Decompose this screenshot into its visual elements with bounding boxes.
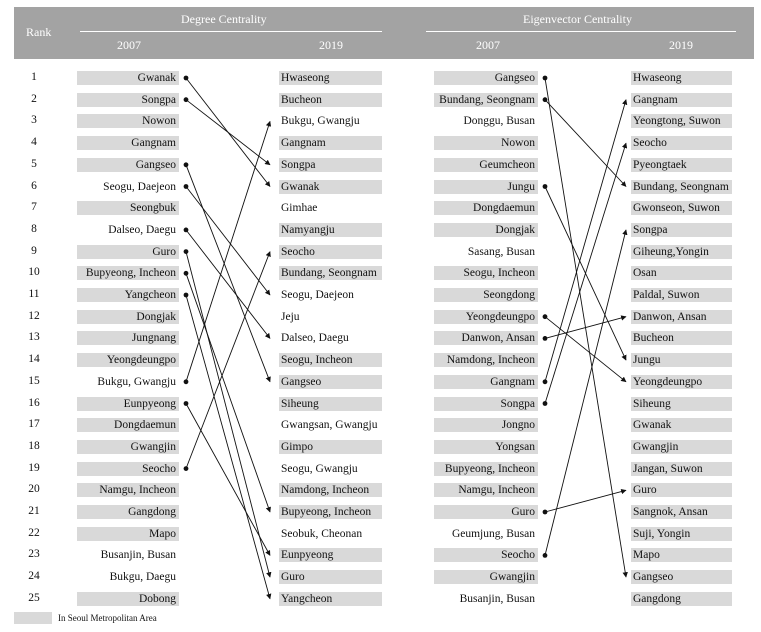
eigen-2007-cell: Gangseo: [434, 71, 538, 85]
eigen-2007-cell: Jongno: [434, 418, 538, 432]
rank-number: 9: [31, 244, 37, 257]
eigen-2019-cell: Siheung: [631, 397, 732, 411]
eigen-2007-cell: Jungu: [434, 180, 538, 194]
degree-2007-cell: Dongjak: [77, 310, 179, 324]
eigen-2019-cell: Danwon, Ansan: [631, 310, 732, 324]
degree-2007-cell: Dongdaemun: [77, 418, 179, 432]
degree-2007-cell: Yangcheon: [77, 288, 179, 302]
degree-2019-cell: Bucheon: [279, 93, 382, 107]
degree-2019-cell: Namdong, Incheon: [279, 483, 382, 497]
eigen-2007-cell: Gangnam: [434, 375, 538, 389]
degree-2007-cell: Guro: [77, 245, 179, 259]
eigen-2019-cell: Jangan, Suwon: [631, 462, 732, 476]
degree-2007-cell: Yeongdeungpo: [77, 353, 179, 367]
degree-rank-change-arrow: [186, 121, 270, 381]
eigen-rank-change-arrow: [545, 317, 626, 339]
eigen-2007-cell: Sasang, Busan: [467, 245, 535, 258]
degree-2019-cell: Bupyeong, Incheon: [279, 505, 382, 519]
rank-number: 12: [28, 309, 40, 322]
degree-2019-cell: Gangseo: [279, 375, 382, 389]
rank-number: 16: [28, 396, 40, 409]
degree-2019-cell: Hwaseong: [279, 71, 382, 85]
legend-swatch: [14, 612, 52, 624]
eigen-2007-cell: Namdong, Incheon: [434, 353, 538, 367]
degree-rank-change-arrow: [186, 252, 270, 577]
eigen-2007-cell: Guro: [434, 505, 538, 519]
eigen-2019-cell: Gangnam: [631, 93, 732, 107]
eigen-rank-change-arrow: [545, 143, 626, 403]
rank-number: 10: [28, 266, 40, 279]
eigen-2007-cell: Songpa: [434, 397, 538, 411]
rank-number: 2: [31, 92, 37, 105]
eigen-2019-cell: Songpa: [631, 223, 732, 237]
degree-2019-cell: Gwanak: [279, 180, 382, 194]
degree-2007-cell: Seogu, Daejeon: [103, 180, 176, 193]
eigen-2019-cell: Yeongdeungpo: [631, 375, 732, 389]
eigen-2019-cell: Suji, Yongin: [631, 527, 732, 541]
eigen-2007-cell: Yeongdeungpo: [434, 310, 538, 324]
degree-2007-cell: Namgu, Incheon: [77, 483, 179, 497]
degree-2019-cell: Gimhae: [281, 202, 318, 215]
rank-number: 11: [28, 288, 40, 300]
rank-header: Rank: [26, 25, 52, 39]
legend-label: In Seoul Metropolitan Area: [58, 613, 157, 623]
eigen-2019-cell: Mapo: [631, 548, 732, 562]
degree-2007-cell: Busanjin, Busan: [100, 549, 176, 562]
degree-year-2007: 2007: [117, 38, 141, 52]
eigen-rank-change-arrow: [545, 230, 626, 556]
degree-rank-change-arrow: [186, 404, 270, 556]
degree-2019-cell: Dalseo, Daegu: [281, 332, 349, 345]
eigen-2007-cell: Busanjin, Busan: [459, 592, 535, 605]
degree-rank-change-arrow: [186, 100, 270, 165]
degree-2007-cell: Gwanak: [77, 71, 179, 85]
degree-2007-cell: Dalseo, Daegu: [108, 223, 176, 236]
degree-rank-change-arrow: [186, 165, 270, 382]
eigen-2007-cell: Nowon: [434, 136, 538, 150]
rank-number: 3: [31, 114, 37, 127]
eigen-2019-cell: Gangdong: [631, 592, 732, 606]
eigen-2019-cell: Sangnok, Ansan: [631, 505, 732, 519]
rank-number: 5: [31, 157, 37, 170]
rank-number: 14: [28, 353, 40, 366]
degree-2019-cell: Gangnam: [279, 136, 382, 150]
degree-2007-cell: Gangnam: [77, 136, 179, 150]
degree-2019-cell: Songpa: [279, 158, 382, 172]
degree-2019-cell: Bukgu, Gwangju: [281, 115, 360, 128]
eigen-2019-cell: Hwaseong: [631, 71, 732, 85]
eigen-2007-cell: Bupyeong, Incheon: [434, 462, 538, 476]
degree-2007-cell: Seocho: [77, 462, 179, 476]
rank-number: 23: [28, 548, 40, 561]
degree-rank-change-arrow: [186, 187, 270, 296]
eigen-2007-cell: Seogu, Incheon: [434, 266, 538, 280]
eigen-2007-cell: Dongjak: [434, 223, 538, 237]
eigen-year-2019: 2019: [669, 38, 693, 52]
rank-number: 21: [28, 505, 40, 517]
eigen-2019-cell: Bundang, Seongnam: [631, 180, 732, 194]
eigen-2019-cell: Paldal, Suwon: [631, 288, 732, 302]
eigen-2019-cell: Gwonseon, Suwon: [631, 201, 732, 215]
eigen-2007-cell: Seocho: [434, 548, 538, 562]
eigen-2007-cell: Seongdong: [434, 288, 538, 302]
degree-2019-cell: Gwangsan, Gwangju: [281, 419, 378, 432]
degree-2019-cell: Seogu, Incheon: [279, 353, 382, 367]
degree-2019-cell: Seogu, Daejeon: [281, 289, 354, 301]
eigen-2019-cell: Gwangjin: [631, 440, 732, 454]
degree-2019-cell: Eunpyeong: [279, 548, 382, 562]
degree-2007-cell: Gangdong: [77, 505, 179, 519]
eigen-2019-cell: Gangseo: [631, 570, 732, 584]
rank-number: 8: [31, 222, 37, 235]
degree-2019-cell: Bundang, Seongnam: [279, 266, 382, 280]
degree-rank-change-arrow: [186, 273, 270, 512]
eigen-2007-cell: Donggu, Busan: [463, 115, 535, 128]
degree-2007-cell: Gangseo: [77, 158, 179, 172]
eigen-year-2007: 2007: [476, 38, 500, 52]
rank-number: 22: [28, 526, 40, 539]
eigen-2007-cell: Geumcheon: [434, 158, 538, 172]
degree-2019-cell: Guro: [279, 570, 382, 584]
degree-2007-cell: Gwangjin: [77, 440, 179, 454]
rank-number: 20: [28, 483, 40, 496]
degree-2007-cell: Dobong: [77, 592, 179, 606]
degree-2007-cell: Jungnang: [77, 331, 179, 345]
degree-2019-cell: Seobuk, Cheonan: [281, 527, 363, 540]
eigen-2019-cell: Guro: [631, 483, 732, 497]
degree-2007-cell: Bupyeong, Incheon: [77, 266, 179, 280]
eigen-2019-cell: Gwanak: [631, 418, 732, 432]
eigen-2007-cell: Namgu, Incheon: [434, 483, 538, 497]
rank-number: 25: [28, 591, 40, 604]
eigen-2007-cell: Danwon, Ansan: [434, 331, 538, 345]
rank-number: 4: [31, 136, 37, 149]
degree-2007-cell: Bukgu, Daegu: [109, 571, 176, 584]
degree-year-2019: 2019: [319, 38, 343, 52]
eigen-2007-cell: Yongsan: [434, 440, 538, 454]
degree-2007-cell: Songpa: [77, 93, 179, 107]
eigen-2019-cell: Bucheon: [631, 331, 732, 345]
rank-number: 6: [31, 179, 37, 192]
degree-2019-cell: Yangcheon: [279, 592, 382, 606]
eigen-2019-cell: Yeongtong, Suwon: [631, 114, 732, 128]
eigen-2007-cell: Dongdaemun: [434, 201, 538, 215]
degree-2007-cell: Seongbuk: [77, 201, 179, 215]
rank-number: 24: [28, 570, 40, 583]
eigen-2019-cell: Giheung,Yongin: [631, 245, 732, 259]
degree-2007-cell: Eunpyeong: [77, 397, 179, 411]
degree-2019-cell: Seocho: [279, 245, 382, 259]
degree-rank-change-arrow: [186, 295, 270, 599]
degree-2007-cell: Nowon: [77, 114, 179, 128]
eigen-2007-cell: Geumjung, Busan: [451, 527, 535, 540]
eigenvector-centrality-header: Eigenvector Centrality: [523, 12, 632, 26]
rank-number: 7: [31, 201, 37, 214]
rank-number: 1: [31, 71, 37, 83]
eigen-2007-cell: Bundang, Seongnam: [434, 93, 538, 107]
degree-2007-cell: Bukgu, Gwangju: [97, 375, 176, 388]
degree-2007-cell: Mapo: [77, 527, 179, 541]
eigen-2007-cell: Gwangjin: [434, 570, 538, 584]
rank-number: 17: [28, 418, 40, 431]
eigen-2019-cell: Jungu: [631, 353, 732, 367]
rank-number: 19: [28, 461, 40, 474]
degree-2019-cell: Jeju: [281, 310, 300, 323]
rank-number: 13: [28, 331, 40, 344]
degree-2019-cell: Siheung: [279, 397, 382, 411]
eigen-2019-cell: Seocho: [631, 136, 732, 150]
rank-number: 15: [28, 374, 40, 387]
degree-centrality-header: Degree Centrality: [181, 12, 267, 26]
eigen-2019-cell: Osan: [631, 266, 732, 280]
degree-2019-cell: Gimpo: [279, 440, 382, 454]
rank-number: 18: [28, 439, 40, 452]
degree-2019-cell: Seogu, Gwangju: [281, 462, 358, 475]
eigen-rank-change-arrow: [545, 100, 626, 382]
degree-2019-cell: Namyangju: [279, 223, 382, 237]
eigen-2019-cell: Pyeongtaek: [631, 158, 732, 172]
